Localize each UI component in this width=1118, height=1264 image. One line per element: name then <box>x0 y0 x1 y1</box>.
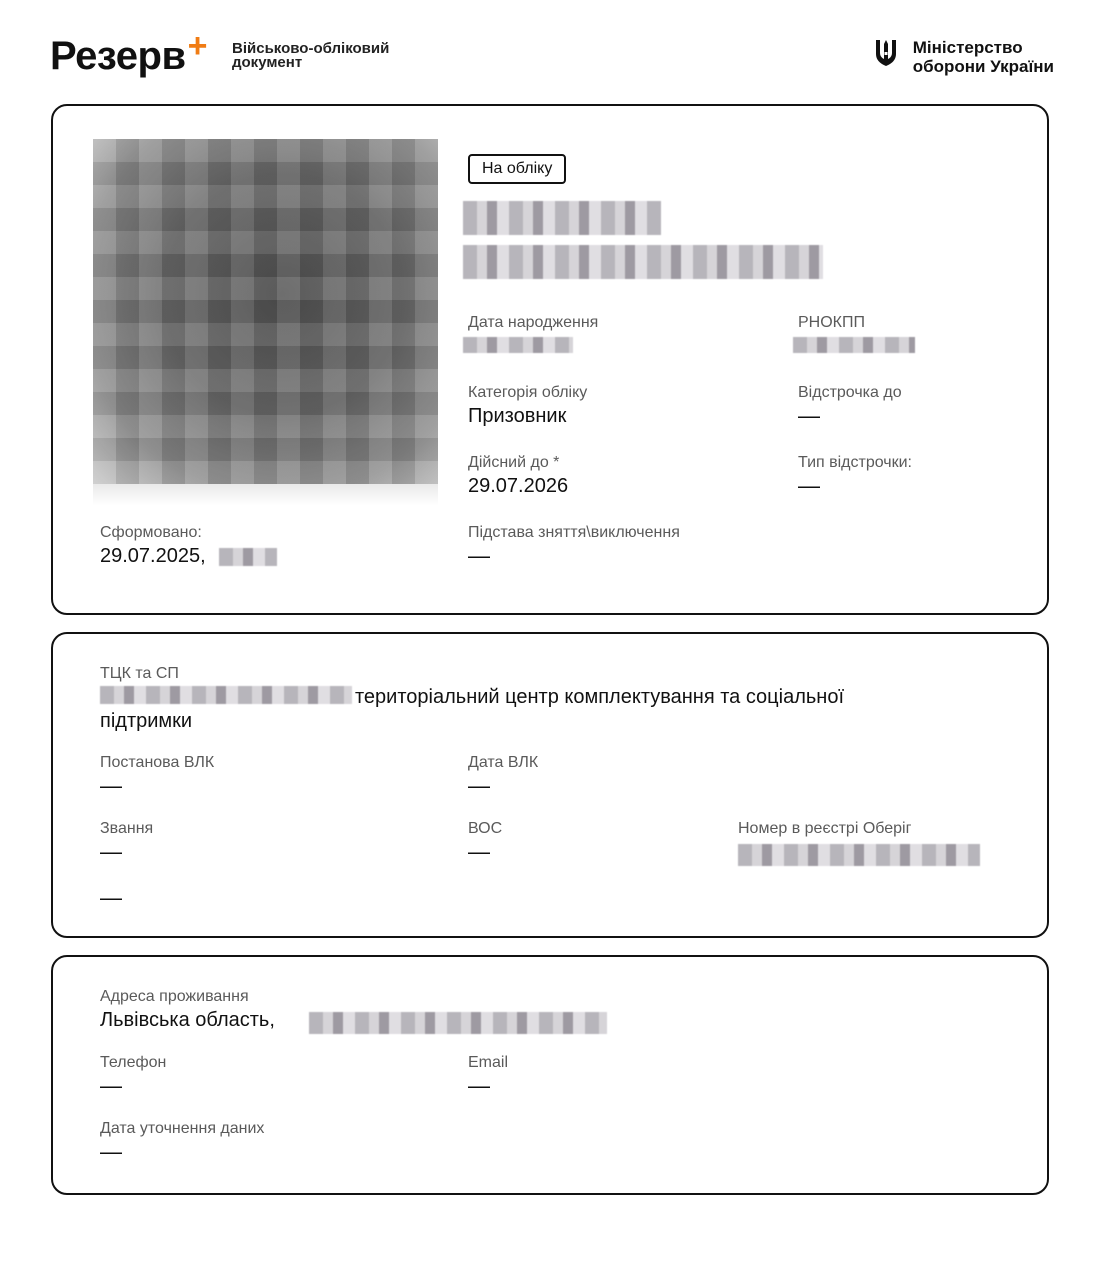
email-label: Email <box>468 1054 509 1071</box>
removal-field <box>468 524 680 568</box>
address-value: Львівська область, <box>100 1009 275 1031</box>
category-field <box>468 384 587 428</box>
phone-value: — <box>100 1073 122 1098</box>
vlk-label: Постанова ВЛК <box>100 754 215 771</box>
header <box>50 27 1054 84</box>
vlk-date-value: — <box>468 773 490 798</box>
vlk-date-field <box>468 754 538 798</box>
status-badge: На обліку <box>468 154 566 184</box>
formed-value: 29.07.2025, <box>100 545 206 567</box>
rnokpp-field <box>798 314 865 332</box>
ministry-line1: Міністерство <box>912 38 1023 57</box>
photo <box>93 139 438 484</box>
removal-label: Підстава зняття\виключення <box>468 524 680 541</box>
update-date-field <box>100 1120 264 1164</box>
deferral-type-field <box>798 454 912 498</box>
birth-date-label: Дата народження <box>468 314 599 331</box>
document-type-line2: документ <box>232 54 303 71</box>
document-type-line1: Військово-обліковий <box>232 40 390 57</box>
reserv-logo <box>50 27 207 80</box>
logo-plus-icon: + <box>187 27 207 65</box>
logo-text: Резерв <box>50 34 186 78</box>
contact-card <box>51 955 1049 1195</box>
removal-value: — <box>468 543 490 568</box>
vlk-date-label: Дата ВЛК <box>468 754 539 771</box>
address-rest-redacted <box>309 1012 607 1034</box>
tck-value-line1: територіальний центр комплектування та соціальної <box>355 686 845 708</box>
rank-field <box>100 820 153 864</box>
vlk-field <box>100 754 214 798</box>
formed-field <box>100 524 206 568</box>
category-label: Категорія обліку <box>468 384 588 401</box>
valid-until-value: 29.07.2026 <box>468 475 569 497</box>
service-card <box>51 632 1049 938</box>
tck-name-redacted <box>100 686 352 704</box>
ministry-line2: оборони України <box>912 57 1054 76</box>
phone-field <box>100 1054 166 1098</box>
vlk-value: — <box>100 773 122 798</box>
address-label: Адреса проживання <box>100 988 249 1005</box>
formed-label: Сформовано: <box>100 524 202 541</box>
registry-value-redacted <box>738 844 980 866</box>
tck-label: ТЦК та СП <box>100 665 179 682</box>
email-field <box>468 1054 508 1098</box>
ministry-block <box>873 38 1054 76</box>
photo-edge <box>93 484 438 506</box>
rnokpp-redacted <box>793 337 915 353</box>
vos-value: — <box>468 839 490 864</box>
extra-field <box>100 884 122 910</box>
deferral-value: — <box>798 403 820 428</box>
rank-label: Звання <box>100 820 154 837</box>
vos-label: ВОС <box>468 820 503 837</box>
registry-label: Номер в реєстрі Оберіг <box>738 820 912 837</box>
phone-label: Телефон <box>100 1054 167 1071</box>
identity-card <box>51 104 1049 615</box>
trident-icon <box>873 38 899 68</box>
valid-until-label: Дійсний до * <box>468 454 560 471</box>
formed-time-redacted <box>219 548 277 566</box>
extra-value: — <box>100 885 122 910</box>
address-field <box>100 988 275 1032</box>
rnokpp-label: РНОКПП <box>798 314 865 331</box>
birth-date-field <box>468 314 598 332</box>
email-value: — <box>468 1073 490 1098</box>
deferral-label: Відстрочка до <box>798 384 902 401</box>
deferral-type-label: Тип відстрочки: <box>798 454 912 471</box>
full-name-line2-redacted <box>463 245 823 279</box>
category-value: Призовник <box>468 405 567 427</box>
deferral-type-value: — <box>798 473 820 498</box>
vos-field <box>468 820 502 864</box>
tck-value-line2: підтримки <box>100 710 193 732</box>
valid-until-field <box>468 454 568 498</box>
update-date-label: Дата уточнення даних <box>100 1120 265 1137</box>
rank-value: — <box>100 839 122 864</box>
deferral-field <box>798 384 902 428</box>
document-type <box>232 42 389 70</box>
birth-date-redacted <box>463 337 573 353</box>
update-date-value: — <box>100 1139 122 1164</box>
full-name-line1-redacted <box>463 201 661 235</box>
registry-field <box>738 820 911 838</box>
